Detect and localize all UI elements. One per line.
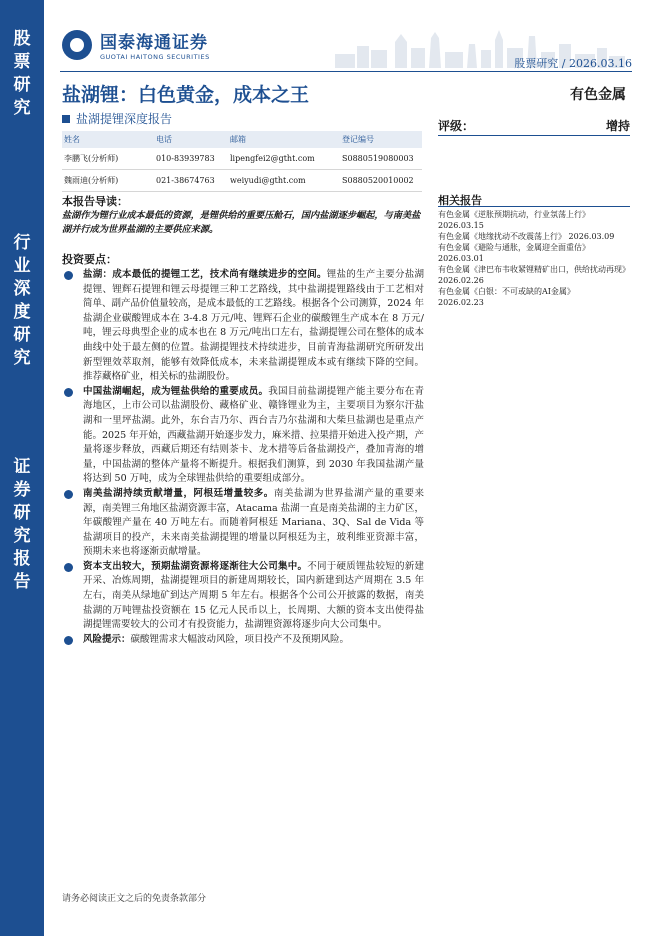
report-title: 盐湖锂：白色黄金，成本之王 <box>62 84 310 106</box>
related-date: 2026.03.09 <box>568 232 615 241</box>
industry-label: 有色金属 <box>570 87 626 103</box>
related-title: 有色金属《避险与通胀，金属迎全面重估》 <box>438 243 590 252</box>
logo-mark-icon <box>62 30 92 60</box>
col-header-name: 姓名 <box>62 131 154 148</box>
col-header-phone: 电话 <box>154 131 228 148</box>
rating-divider <box>438 135 630 136</box>
list-item[interactable] <box>438 264 630 286</box>
rating <box>438 117 630 134</box>
point-head: 南美盐湖持续贡献增量，阿根廷增量较多。 <box>83 487 274 499</box>
rating-value: 增持 <box>605 119 630 133</box>
subtitle-text: 盐湖提锂深度报告 <box>76 112 173 126</box>
list-item <box>62 560 424 633</box>
sidebar <box>0 0 44 936</box>
bullet-icon <box>64 563 73 572</box>
report-subtitle <box>62 110 172 127</box>
key-points-list <box>62 268 424 647</box>
rating-label: 评级： <box>438 119 475 133</box>
point-head: 中国盐湖崛起，成为锂盐供给的重要成员。 <box>83 385 269 397</box>
point-head: 资本支出较大，预期盐湖资源将逐渐往大公司集中。 <box>83 560 308 572</box>
list-item[interactable] <box>438 286 630 308</box>
related-title: 有色金属《逆胀预期抗动，行业氛荡上行》 <box>438 210 590 219</box>
category-date: 股票研究 / 2026.03.16 <box>514 57 632 70</box>
sidebar-label-industry-research: 行 业 深 度 研 究 <box>13 233 31 368</box>
company-logo <box>62 28 210 61</box>
analyst-reg: S0880520010002 <box>340 170 422 192</box>
logo-name-cn: 国泰海通证券 <box>100 33 208 53</box>
related-title: 有色金属《地缘扰动不改震荡上行》 <box>438 232 566 241</box>
analyst-name: 魏雨迪(分析师) <box>62 170 154 192</box>
bullet-icon <box>64 271 73 280</box>
disclaimer-footer: 请务必阅读正文之后的免责条款部分 <box>62 894 207 904</box>
related-reports-list <box>438 209 630 308</box>
list-item[interactable] <box>438 242 630 264</box>
list-item <box>62 385 424 487</box>
bullet-icon <box>64 490 73 499</box>
point-body: 不同于硬质锂盐较短的新建开采、冶炼周期，盐湖提锂项目的新建周期较长，国内新建到达产周期在 3.5 年左右，南美从绿地矿到达产周期 5 年左右。根据各个公司公开披露的数据，南美盐湖的万吨锂盐投资额在 15 亿元人民币以上，长周期、大额的资本支出使得盐湖提锂需要较大的公司才有投资能力，盐湖锂资源将逐步向大公司集中。 <box>83 560 424 631</box>
point-body: 我国目前盐湖提锂产能主要分布在青海地区，上市公司以盐湖股份、藏格矿业、赣锋锂业为主，主要项目为察尔汗盐湖和一里坪盐湖。此外，东台吉乃尔、西台吉乃尔盐湖和大柴旦盐湖也是重点产能。2025 年开始，西藏盐湖开始逐步发力，麻米措、拉果措开始进入投产期，产量将逐步释放，西藏后期还有结则茶卡、龙木措等后备盐湖投产，叠加青海的增量，中国盐湖的整体产量将不断提升。根据我们测算，到 2030 年我国盐湖产量将达到 50 万吨，成为全球锂盐供给的重要组成部分。 <box>83 385 424 485</box>
point-head: 风险提示： <box>83 633 131 645</box>
analyst-email[interactable]: lipengfei2@gtht.com <box>228 148 340 170</box>
list-item <box>62 268 424 385</box>
col-header-email: 邮箱 <box>228 131 340 148</box>
analyst-table-header <box>62 131 422 148</box>
analyst-email[interactable]: weiyudi@gtht.com <box>228 170 340 192</box>
related-date: 2026.02.23 <box>438 298 484 307</box>
related-date: 2026.02.26 <box>438 276 484 285</box>
col-header-reg: 登记编号 <box>340 131 422 148</box>
related-title: 有色金属《白银：不可或缺的AI金属》 <box>438 287 575 296</box>
related-title: 有色金属《津巴布韦收紧锂精矿出口，供给扰动再现》 <box>438 265 630 274</box>
logo-name-en: GUOTAI HAITONG SECURITIES <box>100 53 210 61</box>
analyst-reg: S0880519080003 <box>340 148 422 170</box>
square-bullet-icon <box>62 115 70 123</box>
analyst-phone: 021-38674763 <box>154 170 228 192</box>
key-points-heading: 投资要点： <box>62 253 117 266</box>
point-body: 南美盐湖为世界盐湖产量的重要来源，南美锂三角地区盐湖资源丰富，Atacama 盐湖一直是南美盐湖的主力矿区，年碳酸锂产量在 40 万吨左右。而随着阿根廷 Mariana、3Q、Sal de Vida 等盐湖项目的投产，未来南美盐湖提锂的增量以阿根廷为主，玻利维亚资源丰富，预期未来也将逐渐贡献增量。 <box>83 487 424 558</box>
sidebar-label-stock-research: 股 票 研 究 <box>13 29 31 118</box>
table-row <box>62 170 422 192</box>
guide-heading: 本报告导读： <box>62 195 128 208</box>
list-item <box>62 633 424 648</box>
analyst-table <box>62 131 422 192</box>
related-reports-title: 相关报告 <box>438 194 482 207</box>
list-item[interactable] <box>438 231 630 242</box>
point-body: 锂盐的生产主要分盐湖提锂、锂辉石提锂和锂云母提锂三种工艺路线，其中盐湖提锂路线由于工艺相对简单、副产品价值量较高，是成本最低的工艺路线。根据各个公司测算，2024 年盐湖企业碳酸锂成本在 3-4.8 万元/吨、锂辉石企业的碳酸锂生产成本在 8 万元/吨，锂云母典型企业的成本也在 8 万元/吨出口左右，盐湖提锂公司在整体的成本曲线中处于最左侧的位置。盐湖提锂技术持续进步，目前青海盐湖研究所研发出新型锂效萃取剂，能够有效降低成本，未来盐湖提锂成本或有继续下降的空间。推荐藏格矿业，相关标的盐湖股份。 <box>83 269 424 383</box>
point-head: 盐湖：成本最低的提锂工艺，技术尚有继续进步的空间。 <box>83 269 327 280</box>
related-date: 2026.03.01 <box>438 254 484 263</box>
header-divider <box>60 71 632 72</box>
related-date: 2026.03.15 <box>438 221 484 230</box>
list-item[interactable] <box>438 209 630 231</box>
sidebar-label-securities-report: 证 券 研 究 报 告 <box>13 457 31 592</box>
guide-text: 盐湖作为锂行业成本最低的资源，是锂供给的重要压舱石，国内盐湖逐步崛起，与南美盐湖并行成为世界盐湖的主要供应来源。 <box>62 210 421 235</box>
analyst-name: 李鹏飞(分析师) <box>62 148 154 170</box>
analyst-phone: 010-83939783 <box>154 148 228 170</box>
bullet-icon <box>64 388 73 397</box>
table-row <box>62 148 422 170</box>
point-body: 碳酸锂需求大幅波动风险，项目投产不及预期风险。 <box>130 633 350 645</box>
bullet-icon <box>64 636 73 645</box>
related-divider <box>438 206 630 207</box>
list-item <box>62 487 424 560</box>
